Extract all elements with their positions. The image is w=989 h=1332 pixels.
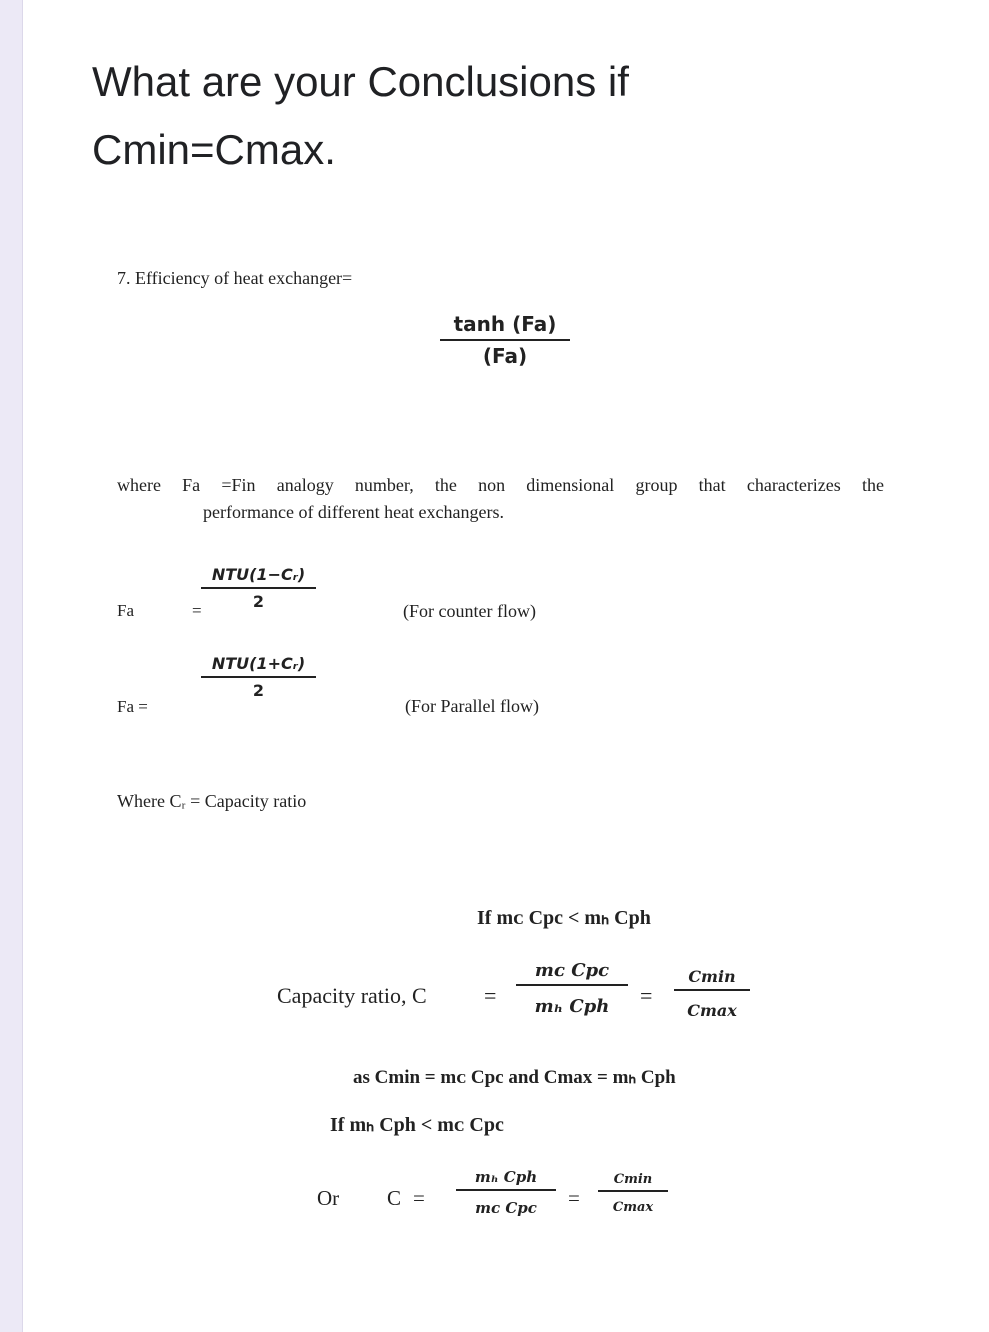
fa-counter-equals: =	[192, 601, 202, 620]
question-title	[92, 48, 952, 184]
capacity-fraction-1	[516, 960, 628, 1017]
efficiency-fraction	[440, 312, 570, 368]
cmin-cmax-definition: as Cmin = mᴄ Cpc and Cmax = mₕ Cph	[353, 1067, 676, 1088]
fa-parallel-denominator: 2	[252, 681, 265, 700]
cmin-numerator-1: Cmin	[674, 967, 750, 991]
capacity-numerator-2: mₕ Cph	[456, 1168, 556, 1191]
efficiency-heading: 7. Efficiency of heat exchanger=	[117, 268, 353, 288]
fa-parallel-fraction	[201, 654, 316, 700]
fa-parallel-numerator: NTU(1+Cᵣ)	[201, 654, 316, 678]
capacity-ratio-label: Capacity ratio, C	[277, 983, 427, 1008]
capacity-denominator-2: mᴄ Cpc	[475, 1199, 537, 1217]
capacity-equals-3: =	[413, 1186, 425, 1210]
capacity-fraction-2	[456, 1168, 556, 1217]
cmin-cmax-fraction-1	[674, 967, 750, 1020]
cmax-denominator-1: Cmax	[687, 1001, 737, 1020]
left-margin-bar	[0, 0, 23, 1332]
parallel-flow-note: (For Parallel flow)	[405, 696, 539, 716]
condition-2: If mₕ Cph < mᴄ Cpc	[330, 1114, 504, 1136]
capacity-equals-4: =	[568, 1186, 580, 1210]
capacity-denominator-1: mₕ Cph	[534, 996, 610, 1017]
fa-counter-label: Fa	[117, 601, 134, 620]
where-text-line-1: where Fa =Fin analogy number, the non dimensional group that characterizes the	[117, 475, 884, 495]
or-label: Or	[317, 1186, 340, 1210]
efficiency-denominator: (Fa)	[482, 344, 528, 368]
fa-counter-numerator: NTU(1−Cᵣ)	[201, 565, 316, 589]
capacity-equals-2: =	[640, 983, 653, 1008]
condition-1: If mᴄ Cpc < mₕ Cph	[477, 907, 651, 929]
counter-flow-note: (For counter flow)	[403, 601, 536, 621]
capacity-numerator-1: mᴄ Cpc	[516, 960, 628, 986]
efficiency-numerator: tanh (Fa)	[440, 312, 570, 341]
fa-counter-denominator: 2	[252, 592, 265, 611]
cmax-denominator-2: Cmax	[612, 1200, 654, 1215]
fa-counter-fraction	[201, 565, 316, 611]
question-line-2: Cmin=Cmax.	[92, 126, 336, 173]
question-line-1: What are your Conclusions if	[92, 58, 629, 105]
fa-parallel-label: Fa =	[117, 697, 148, 716]
where-text-line-2: performance of different heat exchangers.	[203, 502, 505, 522]
cmin-numerator-2: Cmin	[598, 1172, 668, 1192]
capacity-equals-1: =	[484, 983, 497, 1008]
c-label: C	[387, 1186, 402, 1210]
capacity-ratio-definition: Where Cᵣ = Capacity ratio	[117, 791, 307, 811]
cmin-cmax-fraction-2	[598, 1172, 668, 1215]
